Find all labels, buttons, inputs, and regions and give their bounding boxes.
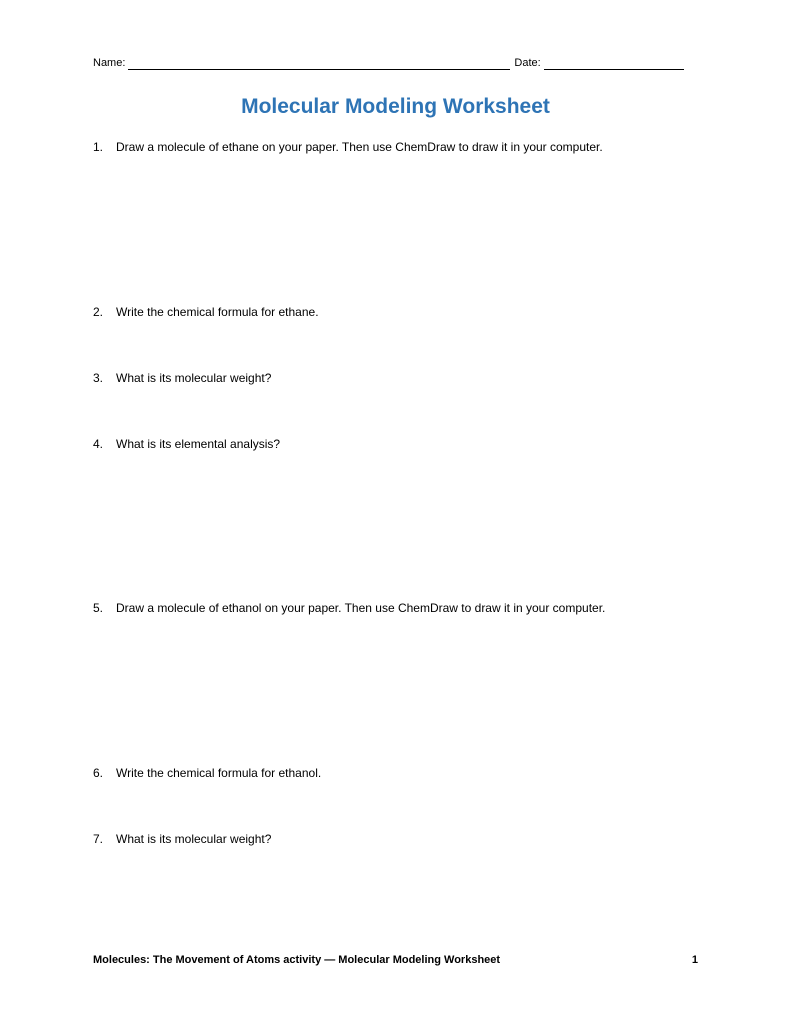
question-3 — [93, 371, 271, 386]
question-number: 3. — [93, 371, 104, 385]
question-number: 7. — [93, 832, 104, 846]
question-number: 6. — [93, 766, 104, 780]
question-number: 5. — [93, 601, 104, 615]
name-label: Name: — [93, 57, 126, 69]
question-7 — [93, 832, 271, 847]
footer-text: Molecules: The Movement of Atoms activity — Molecular Modeling Worksheet — [93, 954, 501, 966]
question-text: Write the chemical formula for ethane. — [116, 305, 319, 319]
question-2 — [93, 305, 319, 320]
question-5 — [93, 601, 605, 616]
question-number: 1. — [93, 140, 104, 154]
page-title: Molecular Modeling Worksheet — [241, 95, 550, 118]
question-4 — [93, 437, 280, 452]
question-text: What is its molecular weight? — [116, 371, 272, 385]
page-footer — [93, 953, 698, 967]
question-text: Draw a molecule of ethanol on your paper. Then use ChemDraw to draw it in your computer. — [116, 601, 606, 615]
name-blank-line[interactable] — [128, 58, 510, 70]
date-label: Date: — [514, 57, 541, 69]
question-6 — [93, 766, 321, 781]
question-number: 2. — [93, 305, 104, 319]
question-text: What is its elemental analysis? — [116, 437, 281, 451]
date-blank-line[interactable] — [544, 58, 684, 70]
question-text: Write the chemical formula for ethanol. — [116, 766, 322, 780]
question-1 — [93, 140, 603, 155]
question-text: What is its molecular weight? — [116, 832, 272, 846]
header-fields — [93, 57, 698, 70]
question-number: 4. — [93, 437, 104, 451]
question-text: Draw a molecule of ethane on your paper. Then use ChemDraw to draw it in your computer. — [116, 140, 603, 154]
page-number: 1 — [691, 954, 698, 966]
